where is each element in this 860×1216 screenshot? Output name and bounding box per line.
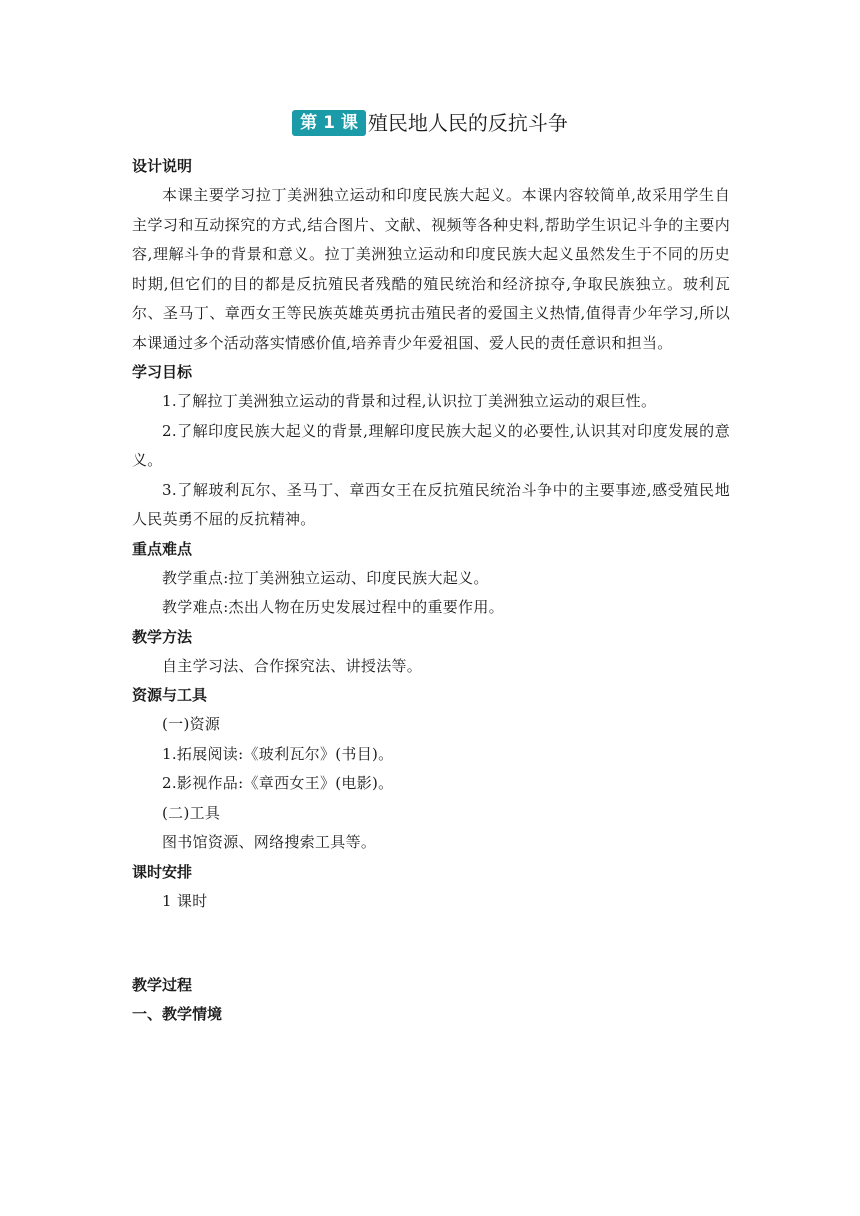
tools-subheading: (二)工具 <box>162 803 221 822</box>
lesson-header <box>0 110 860 136</box>
spacer <box>132 916 730 971</box>
process-subheading: 一、教学情境 <box>132 1005 223 1023</box>
resources-subheading: (一)资源 <box>162 715 221 733</box>
section-heading-key-points: 重点难点 <box>132 539 193 558</box>
section-heading-schedule: 课时安排 <box>132 862 193 881</box>
section-heading-resources: 资源与工具 <box>132 686 208 704</box>
key-focus: 教学重点:拉丁美洲独立运动、印度民族大起义。 <box>162 568 489 587</box>
resource-item: 1.拓展阅读:《玻利瓦尔》(书目)。 <box>162 744 394 763</box>
section-heading-design: 设计说明 <box>132 157 193 175</box>
key-difficulty: 教学难点:杰出人物在历史发展过程中的重要作用。 <box>162 598 504 616</box>
goal-item: 2.了解印度民族大起义的背景,理解印度民族大起义的必要性,认识其对印度发展的意义。 <box>132 421 730 469</box>
design-paragraph: 本课主要学习拉丁美洲独立运动和印度民族大起义。本课内容较简单,故采用学生自主学习和互动探究的方式,结合图片、文献、视频等各种史料,帮助学生识记斗争的主要内容,理解斗争的背景和意义。拉丁美洲独立运动和印度民族大起义虽然发生于不同的历史时期,但它们的目的都是反抗殖民者残酷的殖民统治和经济掠夺,争取民族独立。玻利瓦尔、圣马丁、章西女王等民族英雄英勇抗击殖民者的爱国主义热情,值得青少年学习,所以本课通过多个活动落实情感价值,培养青少年爱祖国、爱人民的责任意识和担当。 <box>132 186 730 352</box>
section-heading-methods: 教学方法 <box>132 627 193 646</box>
section-heading-goals: 学习目标 <box>132 363 193 381</box>
goal-item: 3.了解玻利瓦尔、圣马丁、章西女王在反抗殖民统治斗争中的主要事迹,感受殖民地人民英勇不屈的反抗精神。 <box>132 480 730 528</box>
lesson-title: 殖民地人民的反抗斗争 <box>367 111 568 135</box>
resource-item: 2.影视作品:《章西女王》(电影)。 <box>162 774 394 792</box>
goal-item: 1.了解拉丁美洲独立运动的背景和过程,认识拉丁美洲独立运动的艰巨性。 <box>162 392 657 410</box>
section-heading-process: 教学过程 <box>132 976 193 994</box>
methods-text: 自主学习法、合作探究法、讲授法等。 <box>162 656 423 675</box>
lesson-number-badge: 第 1 课 <box>292 110 366 136</box>
tools-text: 图书馆资源、网络搜索工具等。 <box>162 833 377 851</box>
document-body <box>132 152 730 1029</box>
schedule-text: 1 课时 <box>162 891 208 910</box>
